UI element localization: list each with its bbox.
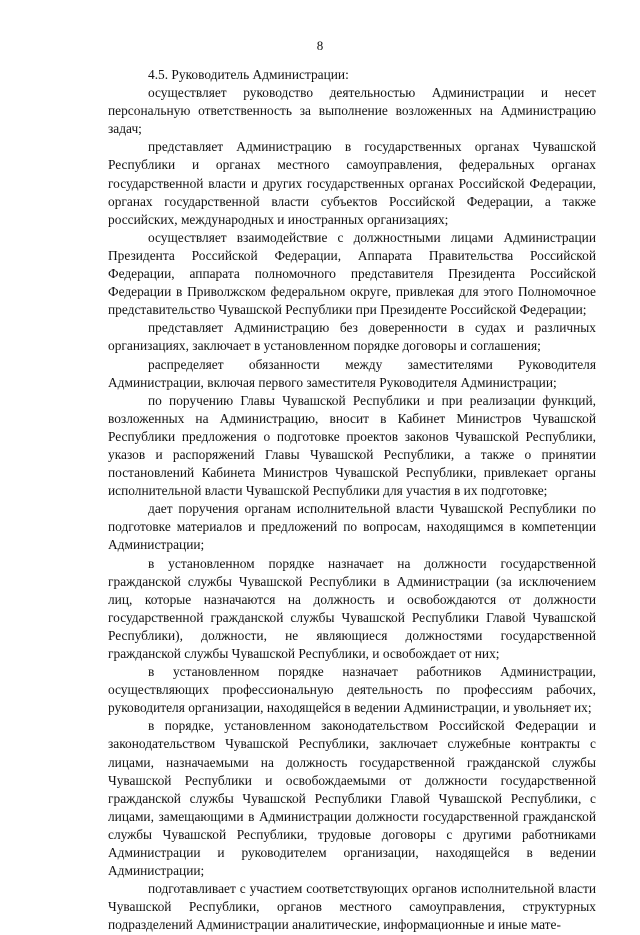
paragraph: осуществляет руководство деятельностью Администрации и несет персональную ответственность за выполнение возложенных на Администрацию задач;: [108, 85, 596, 137]
paragraph: по поручению Главы Чувашской Республики и при реализации функций, возложенных на Администрацию, вносит в Кабинет Министров Чувашской Республики предложения о подготовке проектов законов Чувашской Республики, указов и распоряжений Главы Чувашской Республики, а также о принятии постановлений Кабинета Министров Чувашской Республики, привлекает органы исполнительной власти Чувашской Республики для участия в их подготовке;: [108, 392, 596, 499]
paragraph: представляет Администрацию в государственных органах Чувашской Республики и органах местного самоуправления, федеральных органах государственной власти и других государственных органах Российской Федерации, органах государственной власти субъектов Российской Федерации, а также российских, международных и иностранных организациях;: [108, 139, 596, 227]
paragraph: распределяет обязанности между заместителями Руководителя Администрации, включая первого заместителя Руководителя Администрации;: [108, 356, 596, 390]
paragraph: осуществляет взаимодействие с должностными лицами Администрации Президента Российской Федерации, Аппарата Правительства Российской Федерации, аппарата полномочного представителя Президента Российской Федерации в Приволжском федеральном округе, привлекая для этого Полномочное представительство Чувашской Республики при Президенте Российской Федерации;: [108, 229, 596, 318]
section-heading: 4.5. Руководитель Администрации:: [148, 67, 349, 82]
paragraph: подготавливает с участием соответствующих органов исполнительной власти Чувашской Республики, органов местного самоуправления, структурных подразделений Администрации аналитические, информационные и иные мате-: [108, 881, 596, 933]
paragraph: в установленном порядке назначает работников Администрации, осуществляющих профессиональную деятельность по профессиям рабочих, руководителя организации, находящейся в ведении Администрации, и увольняет их;: [108, 664, 596, 716]
paragraph: в порядке, установленном законодательством Российской Федерации и законодательством Чувашской Республики, заключает служебные контракты с лицами, назначаемыми на должность государственной гражданской службы Чувашской Республики и освобождаемыми от должности государственной гражданской службы Чувашской Республики Главой Чувашской Республики, с лицами, замещающими в Администрации должности государственной гражданской службы Чувашской Республики, трудовые договоры с другими работниками Администрации и руководителем организации, находящейся в ведении Администрации;: [108, 718, 596, 879]
paragraph: представляет Администрацию без доверенности в судах и различных организациях, заключает в установленном порядке договоры и соглашения;: [108, 320, 596, 354]
document-body: [108, 66, 596, 935]
paragraph: дает поручения органам исполнительной власти Чувашской Республики по подготовке материалов и предложений по вопросам, находящимся в компетенции Администрации;: [108, 501, 596, 553]
page-number: 8: [316, 38, 324, 53]
paragraph: в установленном порядке назначает на должности государственной гражданской службы Чувашской Республики в Администрации (за исключением лиц, которые назначаются на должность и освобождаются от должности государственной гражданской службы Чувашской Республики Главой Чувашской Республики), должности, не являющиеся должностями государственной гражданской службы Чувашской Республики, и освобождает от них;: [108, 555, 596, 661]
